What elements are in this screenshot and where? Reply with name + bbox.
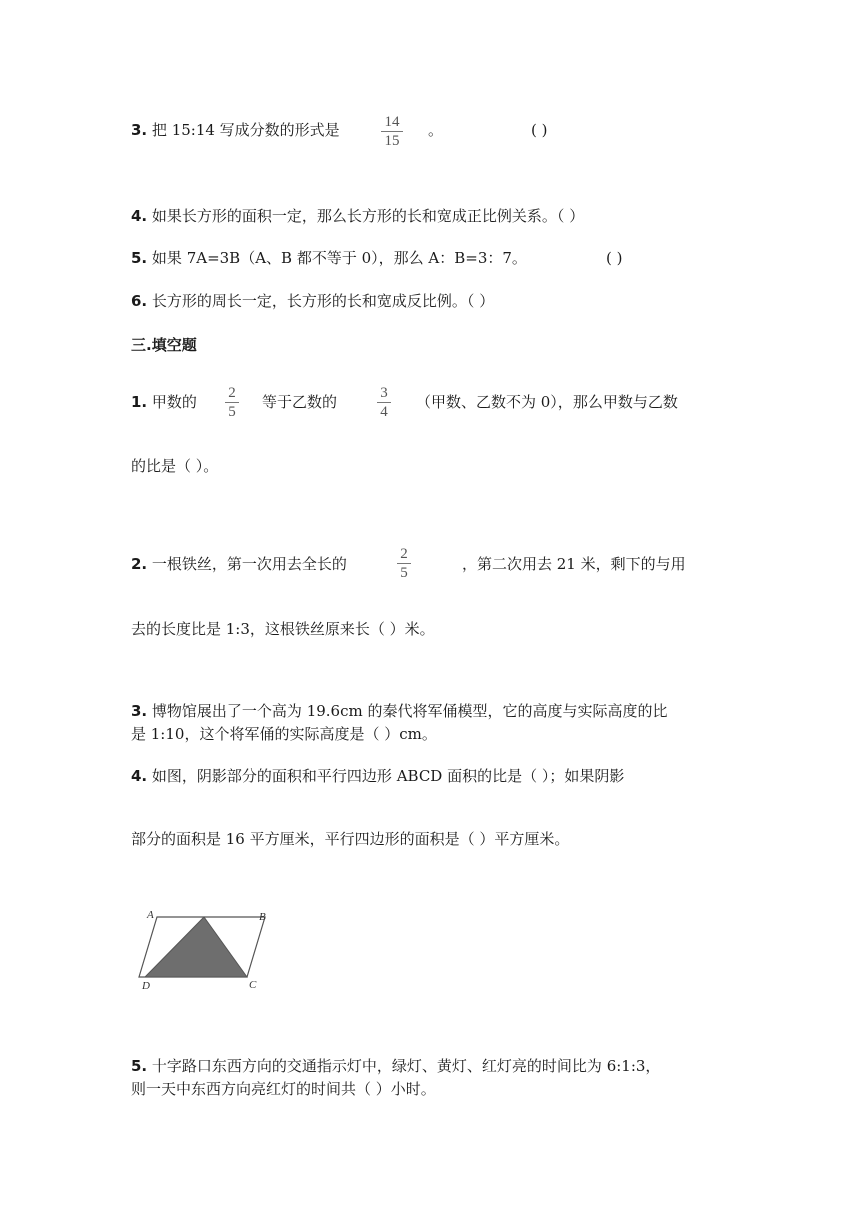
question-number: 5. xyxy=(131,1057,148,1075)
fraction-denominator: 5 xyxy=(228,404,236,420)
fraction-2-5 xyxy=(225,385,239,420)
question-number: 3. xyxy=(131,121,148,139)
vertex-label-a: A xyxy=(147,909,154,921)
question-text: 十字路口东西方向的交通指示灯中，绿灯、黄灯、红灯亮的时间比为 6:1:3， xyxy=(151,1057,661,1075)
fraction-3-4 xyxy=(377,385,391,420)
question-text-c: （甲数、乙数不为 0），那么甲数与乙数 xyxy=(416,393,678,411)
question-text-b: ，第二次用去 21 米，剩下的与用 xyxy=(462,555,686,573)
fill-q4 xyxy=(131,766,624,786)
judge-q5 xyxy=(131,248,527,268)
fraction-14-15 xyxy=(381,114,403,149)
question-number: 6. xyxy=(131,292,148,310)
fraction-bar xyxy=(397,563,411,564)
question-number: 3. xyxy=(131,702,148,720)
question-tail: 。 xyxy=(428,121,444,139)
fraction-bar xyxy=(225,402,239,403)
fraction-denominator: 4 xyxy=(380,404,388,420)
question-text: 把 15:14 写成分数的形式是 xyxy=(151,121,340,139)
fraction-bar xyxy=(381,131,403,132)
fill-q1 xyxy=(131,392,197,412)
answer-paren: ( ) xyxy=(606,249,623,267)
fraction-bar xyxy=(377,402,391,403)
fraction-numerator: 3 xyxy=(380,385,388,401)
question-number: 5. xyxy=(131,249,148,267)
fill-q5 xyxy=(131,1056,660,1076)
fill-q2-line2: 去的长度比是 1:3，这根铁丝原来长（ ）米。 xyxy=(131,620,435,638)
section-title: 三.填空题 xyxy=(131,336,197,354)
question-text: 如果 7A=3B（A、B 都不等于 0），那么 A：B=3：7。 xyxy=(151,249,527,267)
fraction-2-5 xyxy=(397,546,411,581)
fill-q4-line2: 部分的面积是 16 平方厘米，平行四边形的面积是（ ）平方厘米。 xyxy=(131,830,570,848)
question-text: 如图，阴影部分的面积和平行四边形 ABCD 面积的比是（ ）；如果阴影 xyxy=(151,767,625,785)
question-text: 如果长方形的面积一定，那么长方形的长和宽成正比例关系。（ ） xyxy=(151,207,585,225)
fraction-denominator: 15 xyxy=(384,133,400,149)
question-number: 1. xyxy=(131,393,148,411)
question-text-a: 一根铁丝，第一次用去全长的 xyxy=(151,555,347,573)
question-text-b: 等于乙数的 xyxy=(262,393,338,411)
fraction-numerator: 14 xyxy=(384,114,400,130)
question-number: 4. xyxy=(131,207,148,225)
question-number: 2. xyxy=(131,555,148,573)
fraction-numerator: 2 xyxy=(228,385,236,401)
vertex-label-b: B xyxy=(259,911,266,923)
judge-q6 xyxy=(131,291,494,311)
fill-q3 xyxy=(131,701,667,721)
fill-q5-line2: 则一天中东西方向亮红灯的时间共（ ）小时。 xyxy=(131,1080,436,1098)
question-text: 博物馆展出了一个高为 19.6cm 的秦代将军俑模型，它的高度与实际高度的比 xyxy=(151,702,668,720)
question-text-a: 甲数的 xyxy=(151,393,197,411)
judge-q4 xyxy=(131,206,584,226)
answer-paren: ( ) xyxy=(531,121,548,139)
judge-q3 xyxy=(131,120,340,140)
fraction-denominator: 5 xyxy=(400,565,408,581)
question-number: 4. xyxy=(131,767,148,785)
fill-q2 xyxy=(131,554,347,574)
fill-q1-line2: 的比是（ ）。 xyxy=(131,457,219,475)
fraction-numerator: 2 xyxy=(400,546,408,562)
question-text: 长方形的周长一定，长方形的长和宽成反比例。（ ） xyxy=(151,292,495,310)
vertex-label-d: D xyxy=(142,980,150,992)
vertex-label-c: C xyxy=(249,979,257,991)
fill-q3-line2: 是 1:10，这个将军俑的实际高度是（ ）cm。 xyxy=(131,725,437,743)
